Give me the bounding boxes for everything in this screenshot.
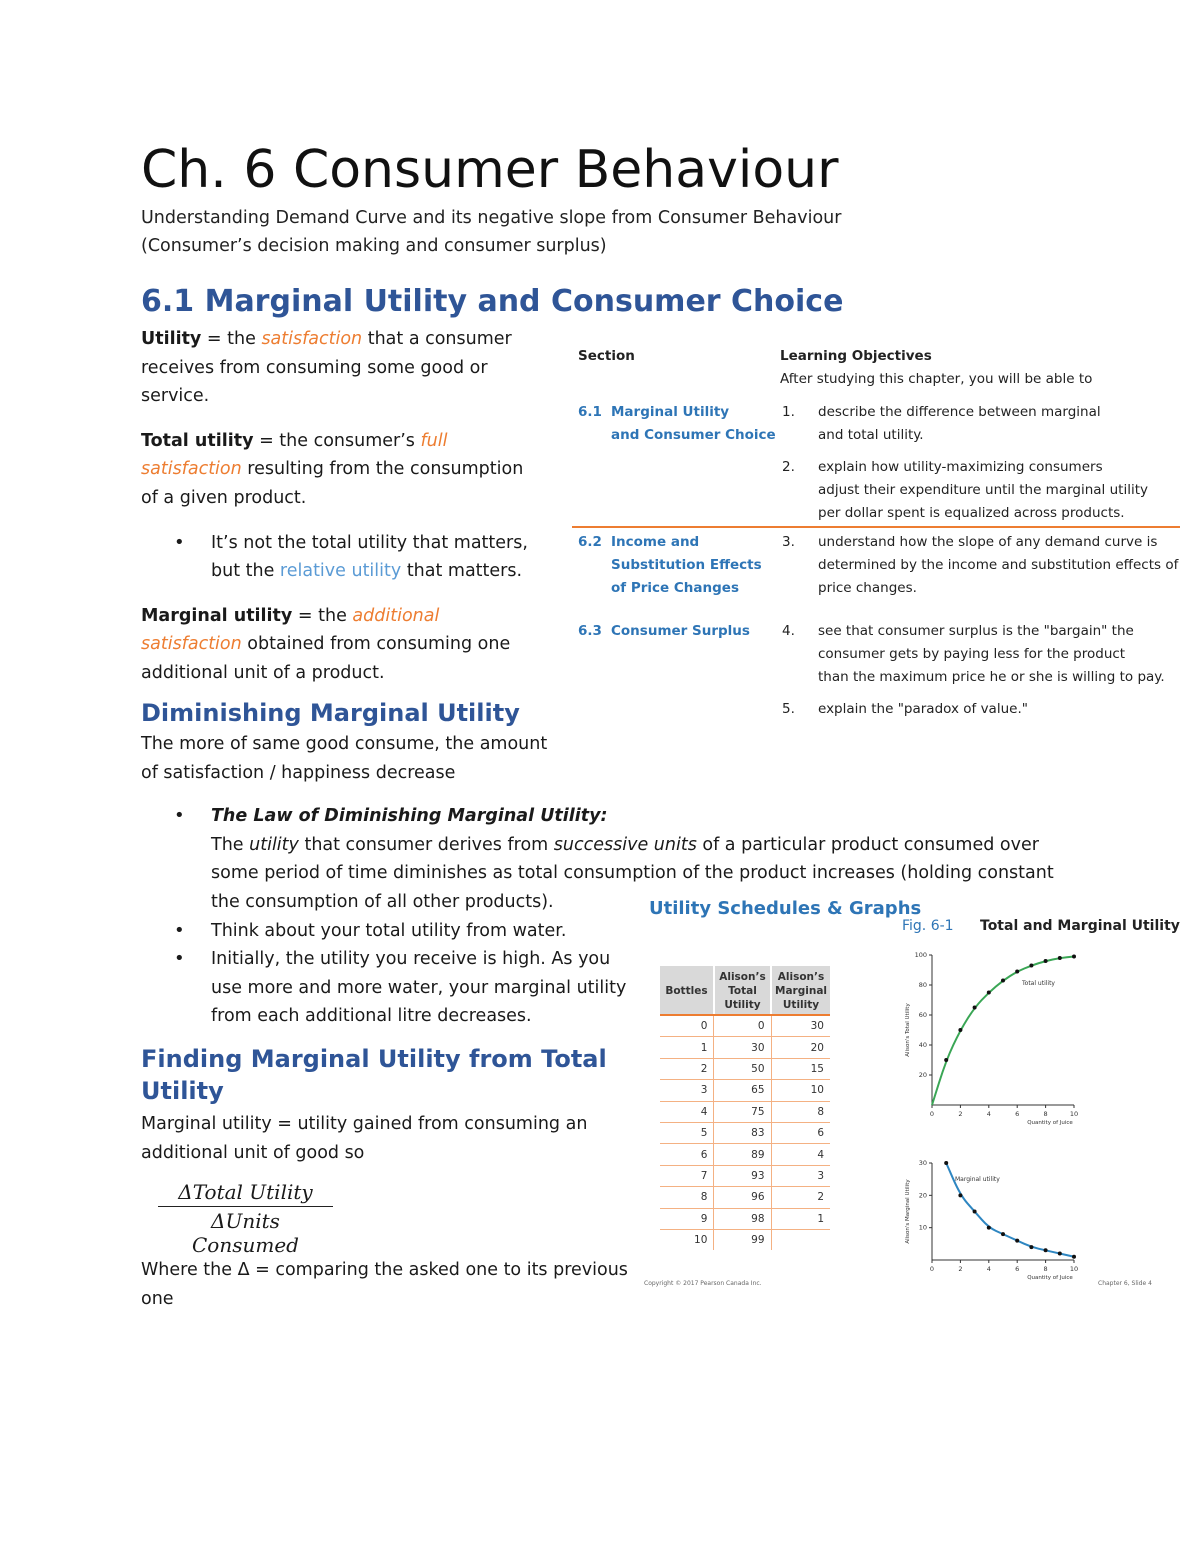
learning-objectives bbox=[578, 348, 1178, 728]
marginal-utility-definition bbox=[141, 602, 541, 688]
data-point bbox=[944, 1058, 948, 1062]
water-bullet-2: • Initially, the utility you receive is high. As you use more and more water, your marginal utility from each additional litre decreases. bbox=[211, 945, 631, 1031]
x-tick-label: 0 bbox=[929, 1110, 935, 1118]
subtitle-line-2: (Consumer’s decision making and consumer surplus) bbox=[141, 236, 607, 256]
law-title: The Law of Diminishing Marginal Utility: bbox=[211, 806, 608, 826]
table-cell: 20 bbox=[771, 1037, 830, 1058]
figure-title: Total and Marginal Utility bbox=[980, 918, 1180, 934]
data-point bbox=[1001, 979, 1005, 983]
table-top-rule bbox=[660, 1014, 830, 1016]
marginal-utility-eq: = the bbox=[292, 605, 353, 626]
objectives-header: Learning Objectives bbox=[780, 348, 932, 364]
table-row bbox=[660, 1187, 830, 1208]
law-bullet: • The Law of Diminishing Marginal Utility: The utility that consumer derives from successive units of a particular product consumed over some period of time diminishes as total consumption of the product increases (holding constant the consumption of all other products). bbox=[211, 802, 1071, 916]
marginal-utility-chart bbox=[895, 1150, 1095, 1280]
data-point bbox=[1029, 1245, 1033, 1249]
objective-number: 3. bbox=[782, 534, 795, 550]
data-point bbox=[1072, 1255, 1076, 1259]
finding-text: Marginal utility = utility gained from consuming an additional unit of good so bbox=[141, 1114, 588, 1163]
y-axis-label: Alison's Total Utility bbox=[905, 1003, 911, 1057]
table-cell: 8 bbox=[660, 1187, 714, 1208]
table-cell: 96 bbox=[714, 1187, 771, 1208]
x-axis-label: Quantity of Juice bbox=[1027, 1120, 1073, 1126]
x-tick-label: 10 bbox=[1069, 1110, 1079, 1118]
y-axis-label: Alison's Marginal Utility bbox=[905, 1179, 911, 1244]
data-point bbox=[958, 1028, 962, 1032]
data-point bbox=[1072, 955, 1076, 959]
table-cell: 99 bbox=[714, 1229, 771, 1250]
data-point bbox=[1058, 1252, 1062, 1256]
table-cell: 6 bbox=[660, 1144, 714, 1165]
table-cell: 6 bbox=[771, 1122, 830, 1143]
definitions-column bbox=[141, 325, 541, 688]
finding-heading: Finding Marginal Utility from Total Utility bbox=[141, 1045, 607, 1105]
table-row bbox=[660, 1016, 830, 1037]
table-cell: 98 bbox=[714, 1208, 771, 1229]
total-utility-eq: = the consumer’s bbox=[253, 430, 421, 451]
data-point bbox=[1015, 970, 1019, 974]
data-point bbox=[958, 1193, 962, 1197]
objective-number: 5. bbox=[782, 701, 795, 717]
data-point bbox=[1001, 1232, 1005, 1236]
data-point bbox=[987, 1226, 991, 1230]
table-cell: 83 bbox=[714, 1122, 771, 1143]
table-cell: 30 bbox=[771, 1016, 830, 1037]
copyright-right: Chapter 6, Slide 4 bbox=[1098, 1280, 1152, 1287]
formula-numerator: ΔTotal Utility bbox=[158, 1180, 333, 1207]
data-point bbox=[944, 1161, 948, 1165]
table-header: Bottles bbox=[660, 966, 714, 1016]
data-point bbox=[973, 1006, 977, 1010]
x-axis-label: Quantity of Juice bbox=[1027, 1275, 1073, 1280]
objective-section-num: 6.1 bbox=[578, 404, 602, 420]
table-row bbox=[660, 1037, 830, 1058]
objective-text: explain how utility-maximizing consumers adjust their expenditure until the marginal utility per dollar spent is equalized across products. bbox=[818, 459, 1148, 521]
y-tick-label: 20 bbox=[918, 1071, 927, 1079]
objective-section-num: 6.2 bbox=[578, 534, 602, 550]
bullet-icon: • bbox=[174, 920, 185, 941]
objective-text: understand how the slope of any demand curve is determined by the income and substitution effects of price changes. bbox=[818, 534, 1179, 596]
x-tick-label: 8 bbox=[1043, 1265, 1048, 1273]
table-row bbox=[660, 1144, 830, 1165]
table-cell: 5 bbox=[660, 1122, 714, 1143]
data-point bbox=[1044, 959, 1048, 963]
data-point bbox=[1044, 1248, 1048, 1252]
where-text: Where the Δ = comparing the asked one to its previous one bbox=[141, 1260, 628, 1309]
utility-highlight: satisfaction bbox=[261, 329, 363, 349]
table-cell: 7 bbox=[660, 1165, 714, 1186]
table-row bbox=[660, 1101, 830, 1122]
data-point bbox=[973, 1210, 977, 1214]
table-cell: 4 bbox=[771, 1144, 830, 1165]
table-cell: 50 bbox=[714, 1058, 771, 1079]
dmu-heading: Diminishing Marginal Utility bbox=[141, 699, 520, 727]
dmu-text: The more of same good consume, the amount of satisfaction / happiness decrease bbox=[141, 734, 548, 783]
objective-text: explain the "paradox of value." bbox=[818, 701, 1028, 717]
table-cell: 2 bbox=[771, 1187, 830, 1208]
table-cell: 3 bbox=[771, 1165, 830, 1186]
y-tick-label: 20 bbox=[918, 1191, 927, 1200]
relative-utility-highlight: relative utility bbox=[279, 561, 402, 582]
utility-definition bbox=[141, 325, 541, 411]
table-cell: 8 bbox=[771, 1101, 830, 1122]
utility-schedule-table bbox=[660, 966, 830, 1250]
table-row bbox=[660, 1208, 830, 1229]
table-cell: 65 bbox=[714, 1080, 771, 1101]
x-tick-label: 4 bbox=[986, 1265, 991, 1273]
objective-number: 2. bbox=[782, 459, 795, 475]
x-tick-label: 2 bbox=[958, 1265, 963, 1273]
table-cell: 15 bbox=[771, 1058, 830, 1079]
objectives-divider bbox=[572, 526, 1180, 528]
y-tick-label: 100 bbox=[914, 951, 927, 959]
y-tick-label: 40 bbox=[918, 1041, 927, 1049]
table-cell: 75 bbox=[714, 1101, 771, 1122]
data-point bbox=[1029, 964, 1033, 968]
x-tick-label: 10 bbox=[1069, 1265, 1079, 1273]
table-cell: 2 bbox=[660, 1058, 714, 1079]
table-header: Alison’s Marginal Utility bbox=[771, 966, 830, 1016]
objective-section-name: Marginal Utility and Consumer Choice bbox=[611, 404, 776, 443]
page-title: Ch. 6 Consumer Behaviour bbox=[141, 140, 839, 200]
bullet-icon: • bbox=[174, 531, 185, 553]
table-cell: 3 bbox=[660, 1080, 714, 1101]
table-row bbox=[660, 1058, 830, 1079]
formula-denominator: ΔUnits Consumed bbox=[192, 1209, 299, 1257]
marginal-utility-rest: obtained from consuming one additional unit of a product. bbox=[141, 634, 511, 683]
series-label: Marginal utility bbox=[955, 1176, 1000, 1183]
table-cell: 9 bbox=[660, 1208, 714, 1229]
x-tick-label: 6 bbox=[1015, 1265, 1020, 1273]
total-utility-highlight: full satisfaction bbox=[141, 430, 448, 480]
table-cell: 1 bbox=[771, 1208, 830, 1229]
table-row bbox=[660, 1229, 830, 1250]
total-utility-definition bbox=[141, 427, 541, 513]
table-cell: 93 bbox=[714, 1165, 771, 1186]
total-utility-rest: resulting from the consumption of a given product. bbox=[141, 459, 524, 508]
water-bullet-1: • Think about your total utility from water. bbox=[211, 917, 631, 946]
y-tick-label: 30 bbox=[918, 1159, 927, 1167]
table-cell: 10 bbox=[660, 1229, 714, 1250]
bullet-icon: • bbox=[174, 948, 185, 969]
x-tick-label: 6 bbox=[1015, 1110, 1020, 1118]
data-point bbox=[1015, 1239, 1019, 1243]
objective-text: see that consumer surplus is the "bargain" the consumer gets by paying less for the product than the maximum price he or she is willing to pay. bbox=[818, 623, 1165, 685]
table-cell: 4 bbox=[660, 1101, 714, 1122]
x-tick-label: 4 bbox=[986, 1110, 991, 1118]
table-cell bbox=[771, 1229, 830, 1250]
objective-section-name: Consumer Surplus bbox=[611, 623, 750, 639]
bullet-icon: • bbox=[174, 805, 185, 826]
objective-section-name: Income and Substitution Effects of Price Changes bbox=[611, 534, 762, 596]
table-header: Alison’s Total Utility bbox=[714, 966, 771, 1016]
utility-rest: that a consumer receives from consuming some good or service. bbox=[141, 329, 512, 407]
objective-number: 1. bbox=[782, 404, 795, 420]
total-utility-term: Total utility bbox=[141, 430, 254, 451]
objective-number: 4. bbox=[782, 623, 795, 639]
objective-section-num: 6.3 bbox=[578, 623, 602, 639]
data-point bbox=[987, 991, 991, 995]
table-cell: 30 bbox=[714, 1037, 771, 1058]
table-cell: 1 bbox=[660, 1037, 714, 1058]
utility-term: Utility bbox=[141, 329, 202, 349]
total-utility-chart bbox=[895, 940, 1095, 1130]
table-cell: 10 bbox=[771, 1080, 830, 1101]
series-label: Total utility bbox=[1022, 980, 1055, 987]
schedules-heading: Utility Schedules & Graphs bbox=[649, 898, 922, 919]
relative-utility-bullet: • It’s not the total utility that matters, but the relative utility that matters. bbox=[211, 529, 541, 586]
marginal-utility-highlight: additional satisfaction bbox=[141, 605, 440, 655]
x-tick-label: 2 bbox=[958, 1110, 963, 1118]
formula bbox=[158, 1180, 333, 1257]
table-row bbox=[660, 1080, 830, 1101]
table-cell: 0 bbox=[714, 1016, 771, 1037]
table-row bbox=[660, 1122, 830, 1143]
table-cell: 0 bbox=[660, 1016, 714, 1037]
x-tick-label: 8 bbox=[1043, 1110, 1048, 1118]
y-tick-label: 60 bbox=[918, 1011, 927, 1019]
marginal-utility-term: Marginal utility bbox=[141, 605, 293, 626]
y-tick-label: 80 bbox=[918, 981, 927, 989]
y-tick-label: 10 bbox=[918, 1223, 927, 1232]
objectives-section-header: Section bbox=[578, 348, 635, 364]
table-cell: 89 bbox=[714, 1144, 771, 1165]
subtitle-line-1: Understanding Demand Curve and its negative slope from Consumer Behaviour bbox=[141, 208, 842, 228]
copyright-left: Copyright © 2017 Pearson Canada Inc. bbox=[644, 1280, 762, 1287]
section-heading: 6.1 Marginal Utility and Consumer Choice bbox=[141, 284, 844, 319]
data-point bbox=[1058, 956, 1062, 960]
utility-eq: = the bbox=[201, 329, 262, 349]
objectives-intro: After studying this chapter, you will be able to bbox=[780, 371, 1093, 387]
x-tick-label: 0 bbox=[929, 1265, 935, 1273]
objective-text: describe the difference between marginal and total utility. bbox=[818, 404, 1101, 443]
table-row bbox=[660, 1165, 830, 1186]
figure-label: Fig. 6-1 bbox=[902, 918, 954, 934]
